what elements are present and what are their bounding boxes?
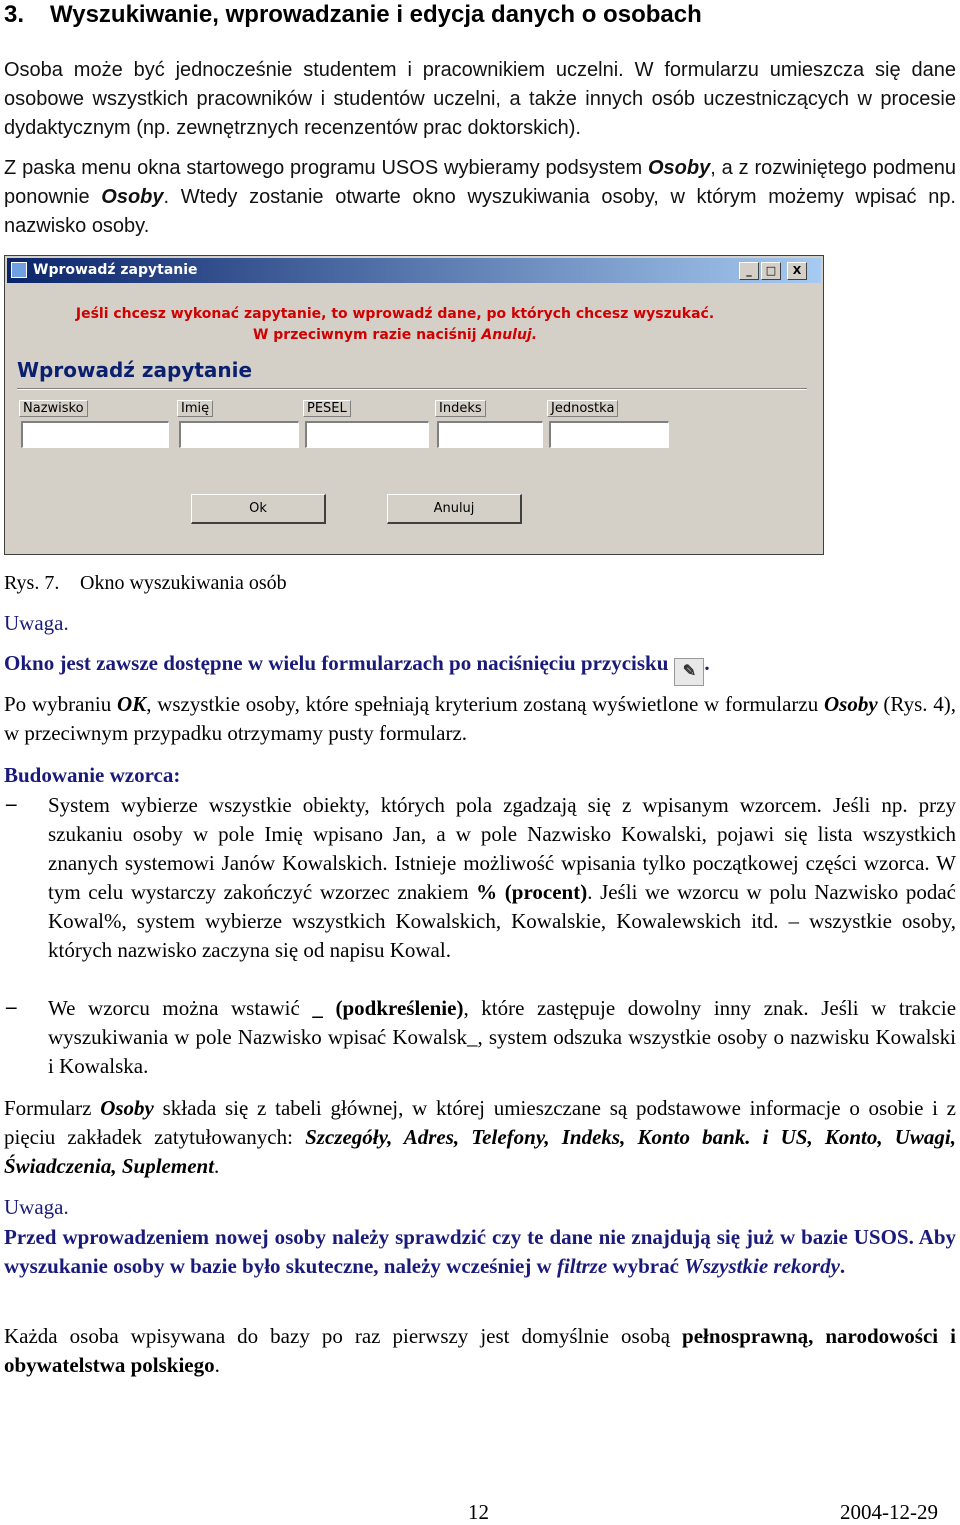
ok-button[interactable]: Ok	[191, 494, 326, 524]
section-number: 3.	[4, 1, 25, 28]
emphasis-underscore: _ (podkreślenie)	[312, 996, 464, 1020]
paragraph-menu	[4, 154, 956, 241]
query-dialog-screenshot	[4, 255, 824, 555]
text-run: wybrać	[607, 1254, 685, 1278]
text-run: .	[214, 1353, 220, 1377]
text-run: W przeciwnym razie naciśnij	[252, 327, 482, 343]
emphasis-filtrze: filtrze	[556, 1254, 608, 1278]
text-run: Okno jest zawsze dostępne w wielu formularzach po naciśnięciu przycisku	[4, 651, 669, 675]
minimize-button[interactable]: _	[739, 262, 759, 280]
instruction-anuluj: Anuluj.	[481, 327, 538, 343]
text-run: Formularz	[4, 1096, 101, 1120]
text-run: System wybierze wszystkie obiekty, których pola zgadzają się z wpisanym wzorcem. Jeśli np. przy szukaniu osoby w pole Imię wpisano Jan, a w pole Nazwisko Kowalski, pojawi się lista wszystkich znanych systemowi Janów Kowalskich. Istnieje możliwość wpisania tylko początkowej części wzorca. W tym celu wystarczy zakończyć wzorzec znakiem	[48, 793, 956, 904]
emphasis-defaults: pełnosprawną, narodowości i obywatelstwa polskiego	[4, 1324, 956, 1377]
app-window-icon	[11, 262, 27, 278]
emphasis-osoby: Osoby	[824, 692, 878, 716]
figure-caption-text: Okno wyszukiwania osób	[80, 572, 287, 594]
text-run: . Jeśli we wzorcu w polu Nazwisko podać Kowal%, system wybierze wszystkich Kowalskich, Kowalskie, Kowalewskich itd. – wszystkie osoby, których nazwisko zaczyna się od napisu Kowal.	[48, 880, 957, 962]
text-run: .	[839, 1254, 846, 1278]
emphasis-ok: OK	[117, 692, 147, 716]
text-run: Każda osoba wpisywana do bazy po raz pierwszy jest domyślnie osobą	[4, 1324, 683, 1348]
query-form-icon: ✎	[674, 658, 704, 686]
text-run: , wszystkie osoby, które spełniają kryterium zostaną wyświetlone w formularzu	[146, 692, 824, 716]
emphasis-osoby: Osoby	[648, 157, 711, 179]
text-run: Z paska menu okna startowego programu USOS wybieramy podsystem	[4, 157, 648, 179]
figure-number: Rys. 7.	[4, 572, 60, 594]
label-pesel: PESEL	[303, 400, 351, 417]
text-run: . Wtedy zostanie otwarte okno wyszukiwania osoby, w którym możemy wpisać np. nazwisko osoby.	[4, 186, 956, 237]
form-divider	[17, 388, 807, 390]
text-run: .	[704, 651, 710, 675]
dialog-title: Wprowadź zapytanie	[33, 262, 198, 278]
text-run: We wzorcu można wstawić	[48, 996, 313, 1020]
section-title: Wyszukiwanie, wprowadzanie i edycja danych o osobach	[50, 1, 702, 28]
form-title: Wprowadź zapytanie	[17, 358, 253, 382]
emphasis-osoby: Osoby	[100, 1096, 154, 1120]
emphasis-tab-list: Szczegóły, Adres, Telefony, Indeks, Konto bank. i US, Konto, Uwagi, Świadczenia, Suplement	[4, 1125, 956, 1178]
figure-caption	[4, 572, 287, 595]
section-heading	[4, 0, 702, 30]
dialog-instruction-line1: Jeśli chcesz wykonać zapytanie, to wprowadź dane, po których chcesz wyszukać.	[75, 306, 715, 322]
maximize-button[interactable]: □	[761, 262, 781, 280]
bullet-dash: –	[6, 791, 17, 815]
paragraph-warning	[4, 1223, 956, 1281]
label-imie: Imię	[177, 400, 213, 417]
pattern-heading: Budowanie wzorca:	[4, 763, 181, 787]
cancel-button[interactable]: Anuluj	[387, 494, 522, 524]
bullet-item-underscore	[48, 994, 956, 1081]
text-run: Przed wprowadzeniem nowej osoby należy sprawdzić czy te dane nie znajdują się już w bazie USOS. Aby wyszukanie osoby w bazie było skuteczne, należy wcześniej w	[4, 1225, 956, 1278]
dialog-instruction-line2	[45, 327, 745, 343]
label-jednostka: Jednostka	[547, 400, 618, 417]
text-run: składa się z tabeli głównej, w której umieszczane są podstawowe informacje o osobie i z pięciu zakładek zatytułowanych:	[4, 1096, 957, 1149]
note-heading: Uwaga.	[4, 1195, 69, 1219]
label-nazwisko: Nazwisko	[19, 400, 88, 417]
pesel-input[interactable]	[305, 421, 429, 448]
footer-date: 2004-12-29	[840, 1500, 938, 1524]
paragraph-intro: Osoba może być jednocześnie studentem i pracownikiem uczelni. W formularzu umieszcza się dane osobowe wszystkich pracowników i studentów uczelni, a także innych osób uczestniczących w procesie dydaktycznym (np. zewnętrznych recenzentów prac doktorskich).	[4, 59, 956, 139]
emphasis-osoby: Osoby	[101, 186, 164, 208]
text-run: , które zastępuje dowolny inny znak. Jeśli w trakcie wyszukiwania w pole Nazwisko wpisać Kowalsk_, system odszuka wszystkie osoby o nazwisku Kowalski i Kowalska.	[48, 996, 957, 1078]
emphasis-wszystkie-rekordy: Wszystkie rekordy	[684, 1254, 840, 1278]
paragraph-form-osoby	[4, 1094, 956, 1181]
emphasis-percent: % (procent)	[476, 880, 588, 904]
nazwisko-input[interactable]	[21, 421, 169, 448]
page-number: 12	[468, 1500, 489, 1524]
text-run: (Rys. 4), w przeciwnym przypadku otrzymamy pusty formularz.	[4, 692, 956, 745]
paragraph-default-person	[4, 1322, 956, 1380]
text-run: , a z rozwiniętego podmenu ponownie	[4, 157, 956, 208]
dialog-titlebar	[7, 258, 821, 283]
note-heading: Uwaga.	[4, 611, 69, 635]
paragraph-ok-result	[4, 690, 956, 748]
bullet-dash: –	[6, 994, 17, 1018]
text-run: .	[214, 1154, 220, 1178]
jednostka-input[interactable]	[549, 421, 669, 448]
imie-input[interactable]	[179, 421, 299, 448]
close-button[interactable]: X	[787, 262, 807, 280]
label-indeks: Indeks	[435, 400, 486, 417]
indeks-input[interactable]	[437, 421, 543, 448]
text-run: Po wybraniu	[4, 692, 117, 716]
note-text	[4, 651, 710, 686]
bullet-item-percent	[48, 791, 956, 965]
